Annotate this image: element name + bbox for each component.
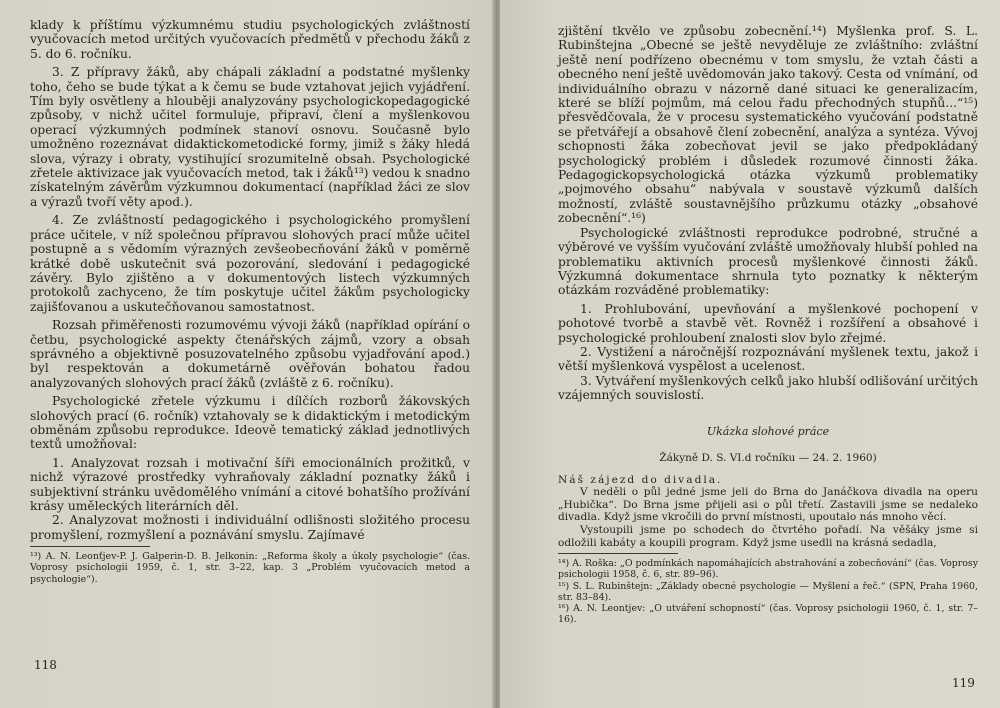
footnote: ¹³) A. N. Leonťjev-P. J. Galperin-D. B. Jelkonin: „Reforma školy a úkoly psychologie“ (čas. Voprosy psichologii 1959, č. 1, str. 3–22, kap. 3 „Problém vyučovacích metod a psychologie“). — [30, 551, 470, 585]
paragraph: klady k příštímu výzkumnému studiu psychologických zvláštností vyučovacích metod určitých vyučovacích předmětů v přechodu žáků z 5. do 6. ročníku. — [30, 18, 470, 61]
footnote-divider — [558, 553, 678, 554]
left-text-column — [30, 18, 470, 585]
paragraph: 4. Ze zvláštností pedagogického i psychologického promyšlení práce učitele, v níž společnou přípravou slohových prací může učitel postupně a s vědomím výrazných zevšeobecňování žáků v poměrně krátké době uskutečnit svá pozorování, sledování i pedagogické závěry. Bylo zjištěno a v dokumentových listech výzkumných protokolů zachyceno, že tím poskytuje učitel žákům psychologicky zajišťovanou a uskutečňovanou samostatnost. — [30, 213, 470, 314]
paragraph: 3. Z přípravy žáků, aby chápali základní a podstatné myšlenky toho, čeho se bude týkat a k čemu se bude vztahovat jejich vyjádření. Tím byly osvětleny a hlouběji analyzovány psychologickopedagogické způsoby, v nichž učitel formuluje, připraví, člení a myšlenkovou operací výzkumných podmínek stanoví osnovu. Současně bylo umožněno rozeznávat didaktickometodické formy, jimiž s žáky hledá slova, výrazy i obraty, vystihující srozumitelně obsah. Psychologické zřetele aktivizace jak vyučovacích metod, tak i žáků¹³) vedou k snadno získatelným závěrům výzkumnou dokumentací (například žáci ze slov a výrazů tvoří věty apod.). — [30, 65, 470, 209]
paragraph: Psychologické zřetele výzkumu i dílčích rozborů žákovských slohových prací (6. ročník) vztahovaly se k didaktickým i metodickým obměnám způsobu reprodukce. Ideově tematický základ jednotlivých textů umožňoval: — [30, 394, 470, 452]
sample-title: Ukázka slohové práce — [706, 424, 830, 438]
sample-heading: Náš zájezd do divadla. — [558, 473, 723, 486]
footnote: ¹⁴) A. Roška: „O podmínkách napomáhajících abstrahování a zobecňování“ (čas. Voprosy psichologii 1958, č. 6, str. 89–96). — [558, 558, 978, 581]
footnote: ¹⁵) S. L. Rubinštejn: „Základy obecné psychologie — Myšlení a řeč.“ (SPN, Praha 1960, str. 83–84). — [558, 580, 978, 603]
paragraph: 1. Analyzovat rozsah i motivační šíři emocionálních prožitků, v nichž výrazové prostředky vyhraňovaly základní poznatky žáků i subjektivní stránku uvědomělého vnímání a citové bohatšího prožívání krásy uměleckých literárních děl. — [30, 455, 470, 513]
paragraph: 2. Analyzovat možnosti i individuální odlišnosti složitého procesu promyšlení, rozmyšlení a poznávání smyslu. Zajímavé — [30, 513, 470, 542]
right-text-column — [558, 24, 978, 625]
footnote-divider — [30, 546, 150, 547]
footnote: ¹⁶) A. N. Leontjev: „O utváření schopností“ (čas. Voprosy psichologii 1960, č. 1, str. 7–16). — [558, 602, 978, 626]
right-page — [500, 0, 1000, 708]
paragraph: 2. Vystižení a náročnější rozpoznávání myšlenek textu, jakož i větší myšlenková vyspělost a ucelenost. — [558, 344, 978, 374]
sample-paragraph: V neděli o půl jedné jsme jeli do Brna do Janáčkova divadla na operu „Hubička“. Do Brna jsme přijeli asi o půl třetí. Zastavili jsme se nedaleko divadla. Když jsme vkročili do první místnosti, upoutalo nás mnoho věcí. — [558, 486, 978, 524]
paragraph: 3. Vytváření myšlenkových celků jako hlubší odlišování určitých vzájemných souvislostí. — [558, 373, 978, 403]
paragraph: zjištění tkvělo ve způsobu zobecnění.¹⁴) Myšlenka prof. S. L. Rubinštejna „Obecné se ještě nevyděluje ze zvláštního: zvláštní ještě není podřízeno obecnému v tom smyslu, že vztah části a obecného není ještě uvědomován jako takový. Cesta od vnímání, od individuálního obrazu v názorně dané situaci ke generalizacím, které se blíží pojmům, má celou řadu přechodných stupňů...“¹⁵) přesvědčovala, že v procesu systematického vyučování podstatně se přetvářejí a obsahově člení zobecnění, analýza a syntéza. Vývoj schopnosti žáka zobecňovat jevil se jako předpokládaný psychologický problém i důsledek rozumové činnosti žáka. Pedagogickopsychologická otázka výzkumů problematiky „pojmového obsahu“ nabývala v soustavě výzkumů dalších možností, zvláště soustavnějšího průzkumu otázky „obsahové zobecnění“.¹⁶) — [558, 24, 978, 226]
left-page — [0, 0, 494, 708]
sample-author: Žákyně D. S. VI.d ročníku — 24. 2. 1960) — [659, 451, 877, 464]
page-number: 119 — [952, 676, 975, 690]
paragraph: 1. Prohlubování, upevňování a myšlenkové pochopení v pohotové tvorbě a stavbě vět. Rovněž i rozšíření a obsahové i psychologické prohloubení znalosti slov bylo zřejmé. — [558, 301, 978, 345]
paragraph: Psychologické zvláštnosti reprodukce podrobné, stručné a výběrové ve vyšším vyučování zvláště umožňovaly hlubší pohled na problematiku aktivních procesů myšlenkové činnosti žáků. Výzkumná dokumentace shrnula tyto poznatky k některým otázkám rozváděné problematiky: — [558, 225, 978, 298]
paragraph: Rozsah přiměřenosti rozumovému vývoji žáků (například opírání o četbu, psychologické aspekty čtenářských zájmů, vzory a obsah správného a objektivně posuzovatelného způsobu vyjadřování apod.) byl respektován a dokumetárně ověřován bohatou řadou analyzovaných slohových prací žáků (zvláště z 6. ročníku). — [30, 318, 470, 390]
page-number: 118 — [34, 658, 57, 672]
sample-paragraph: Vystoupili jsme po schodech do čtvrtého pořadí. Na věšáky jsme si odložili kabáty a koupili program. Když jsme usedli na krásná sedadla, — [558, 523, 978, 549]
